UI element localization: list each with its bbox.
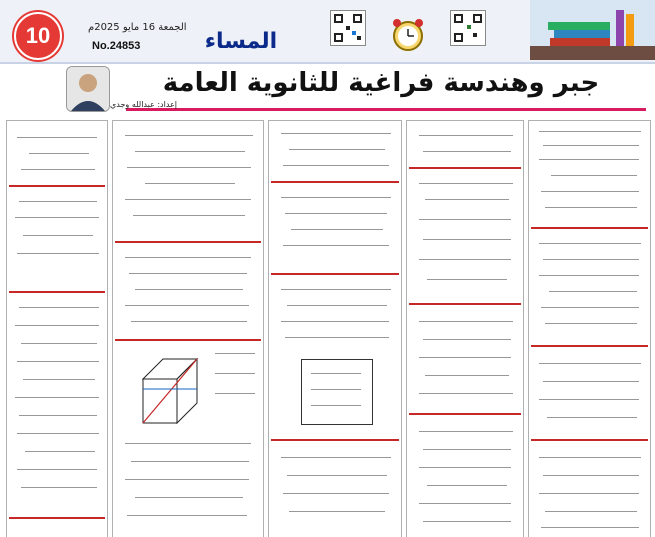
title-underline xyxy=(126,108,646,111)
svg-text:المساء: المساء xyxy=(204,29,278,54)
qr-code-icon xyxy=(450,10,486,46)
masthead xyxy=(0,0,655,64)
worksheet-column-1 xyxy=(6,120,108,537)
newspaper-logo xyxy=(200,22,282,56)
qr-code-icon xyxy=(330,10,366,46)
worksheet-column-2 xyxy=(112,120,264,537)
matrix-determinant xyxy=(301,359,373,425)
article-title: جبر وهندسة فراغية للثانوية العامة xyxy=(162,68,600,98)
books-icon xyxy=(530,0,655,60)
issue-number: No.24853 xyxy=(92,40,141,52)
worksheet-column-3 xyxy=(268,120,402,537)
article-header xyxy=(6,64,649,116)
worksheet-columns xyxy=(6,120,649,536)
page-number-badge: 10 xyxy=(14,12,62,60)
author-name: إعداد: عبدالله وجدي xyxy=(110,100,178,109)
worksheet-column-5 xyxy=(528,120,651,537)
alarm-clock-icon xyxy=(388,14,428,54)
worksheet-column-4 xyxy=(406,120,524,537)
issue-date: الجمعة 16 مايو 2025م xyxy=(88,22,187,33)
cube-diagram xyxy=(133,349,209,429)
author-photo xyxy=(66,66,110,112)
